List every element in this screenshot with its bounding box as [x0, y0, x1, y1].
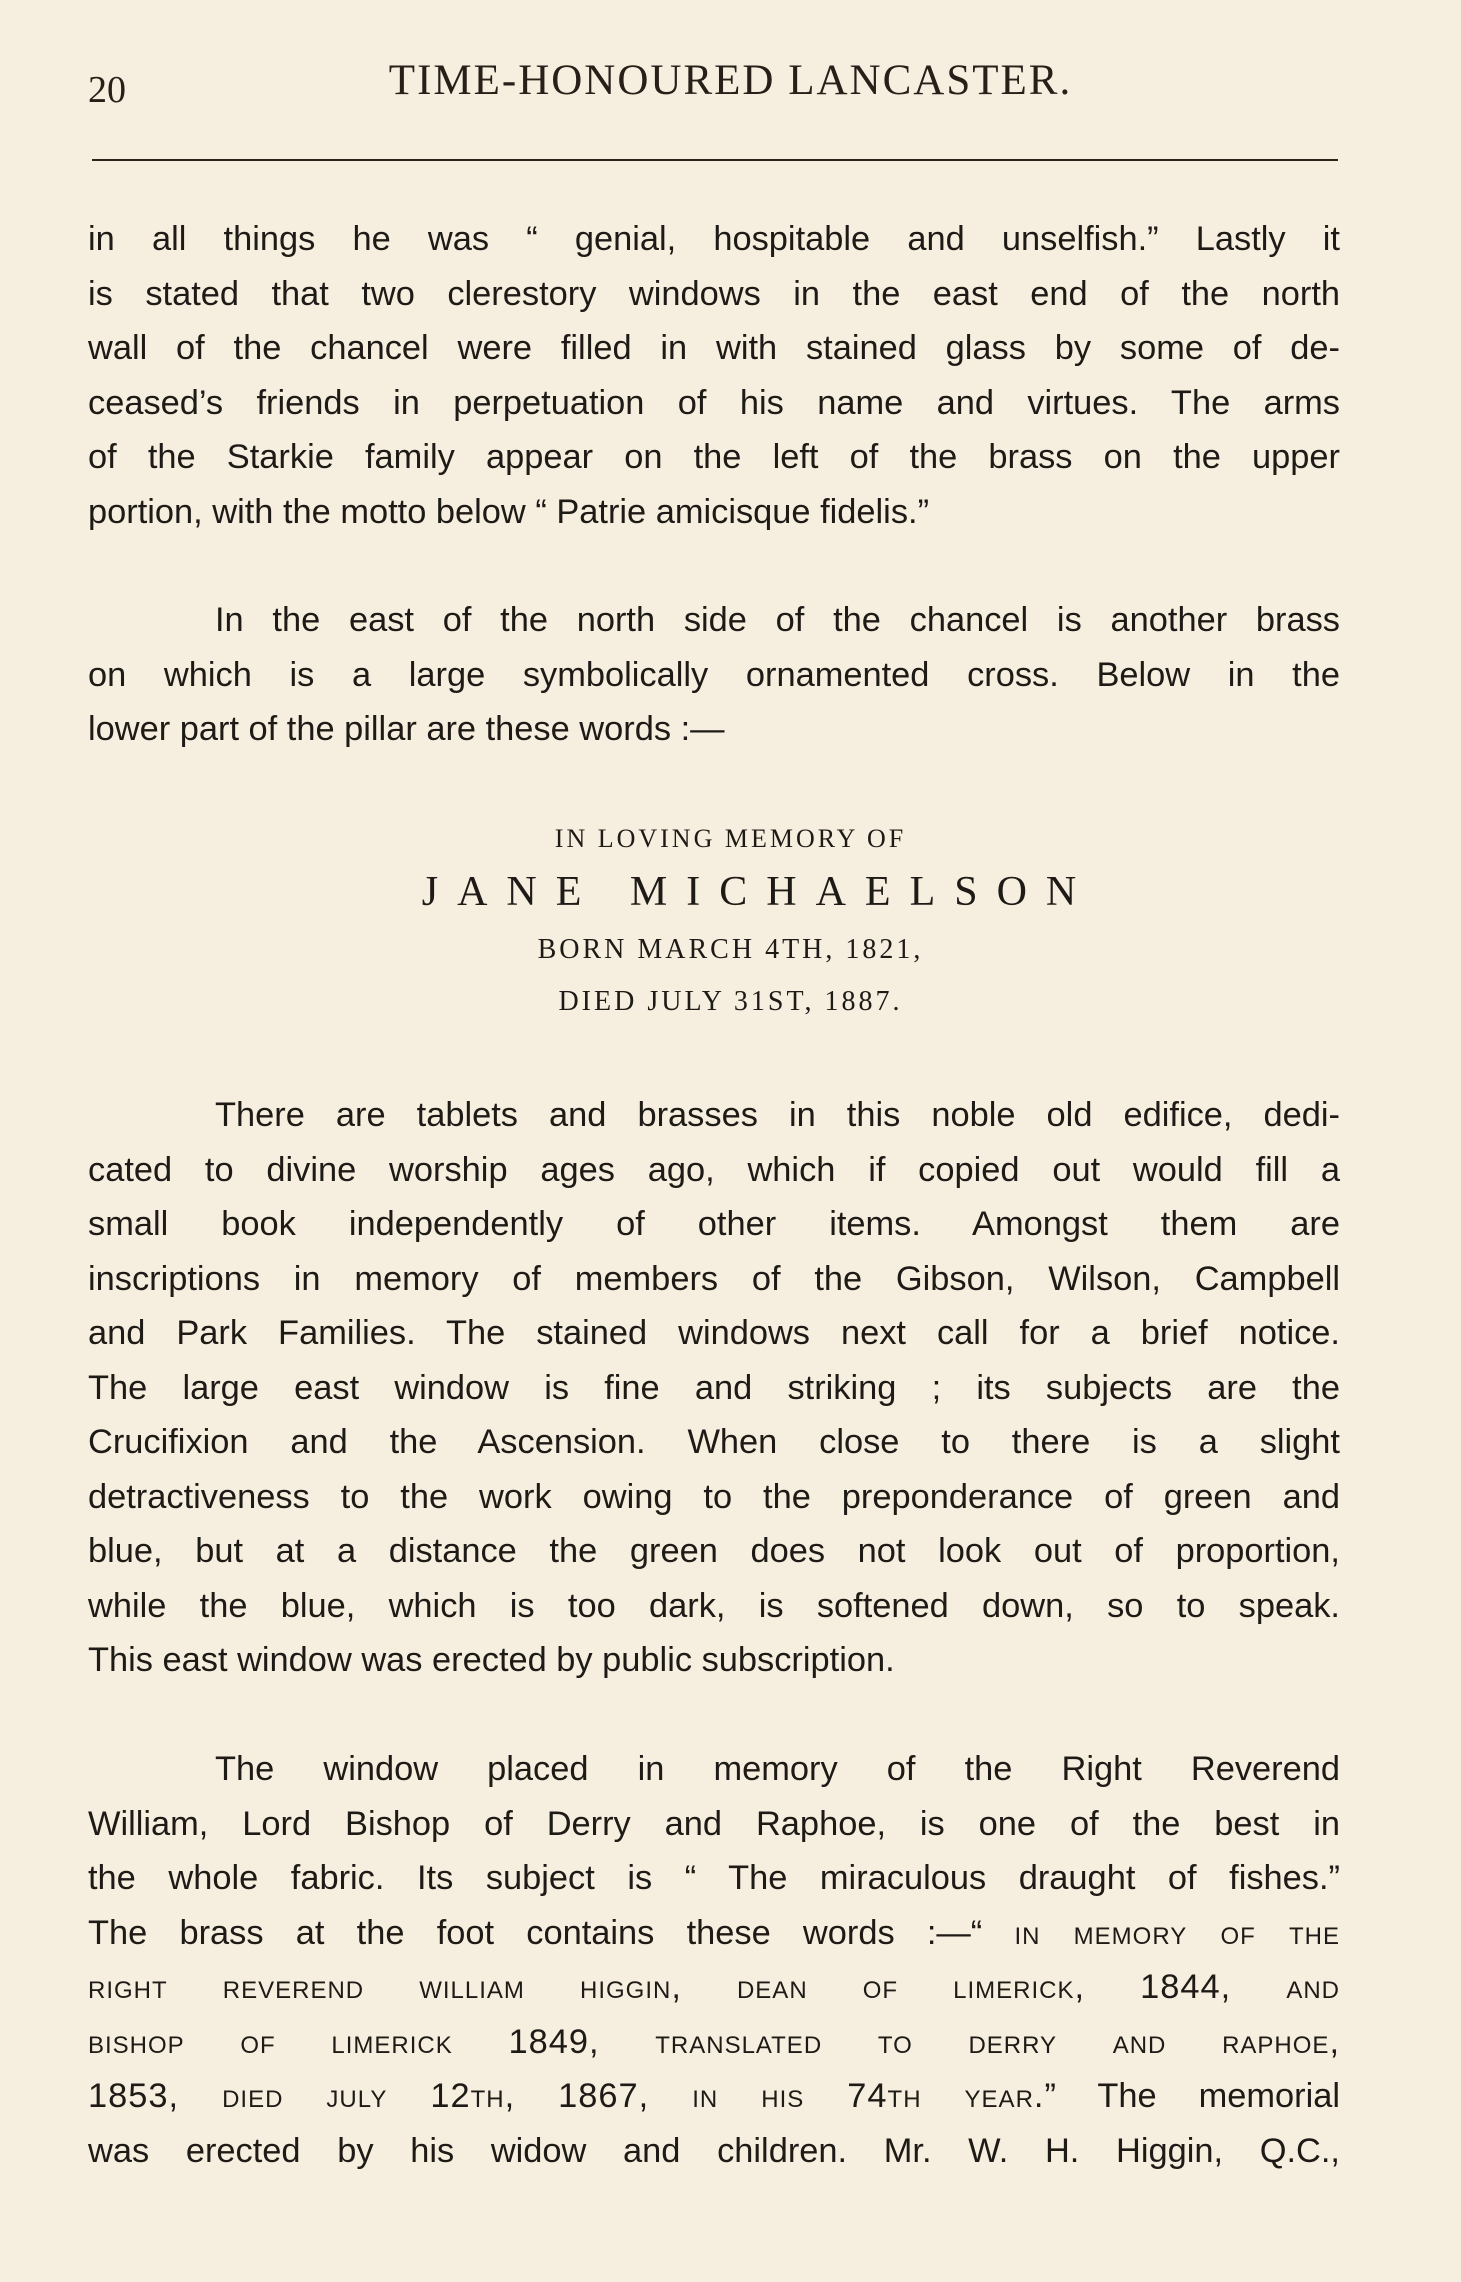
- text-line: small book independently of other items. Amongst them are: [88, 1205, 1340, 1243]
- text-line: and Park Families. The stained windows next call for a brief notice.: [88, 1314, 1340, 1352]
- text-line: is stated that two clerestory windows in the east end of the north: [88, 274, 1340, 313]
- inscription-born: BORN MARCH 4TH, 1821,: [537, 934, 924, 965]
- header-rule: [92, 159, 1338, 161]
- text-line: inscriptions in memory of members of the Gibson, Wilson, Campbell: [88, 1259, 1340, 1298]
- text-line: The large east window is fine and striking ; its subjects are the: [88, 1368, 1340, 1407]
- running-title: TIME-HONOURED LANCASTER.: [388, 57, 1073, 104]
- text-line: [88, 1906, 1340, 1961]
- inscription-died: DIED JULY 31ST, 1887.: [558, 986, 903, 1017]
- text-line: The window placed in memory of the Right Reverend: [215, 1750, 1340, 1788]
- text-line: on which is a large symbolically ornamented cross. Below in the: [88, 655, 1340, 694]
- text-line: There are tablets and brasses in this noble old edifice, dedi-: [215, 1096, 1340, 1134]
- text-line: Crucifixion and the Ascension. When close to there is a slight: [88, 1423, 1340, 1461]
- text-segment: ” The memorial: [1044, 2077, 1340, 2115]
- text-segment: The brass at the foot contains these words :—“: [88, 1913, 1015, 1952]
- text-line: detractiveness to the work owing to the preponderance of green and: [88, 1477, 1340, 1516]
- small-caps-line: bishop of limerick 1849, translated to derry and raphoe,: [88, 2022, 1340, 2061]
- inscription-name: JANE MICHAELSON: [421, 869, 1096, 915]
- text-line: [88, 2069, 1340, 2124]
- paragraph-4: [88, 1742, 1340, 2178]
- text-line: blue, but at a distance the green does not look out of proportion,: [88, 1532, 1340, 1570]
- small-caps-segment: in memory of the: [1014, 1913, 1340, 1952]
- text-line: of the Starkie family appear on the left of the brass on the upper: [88, 438, 1340, 476]
- paragraph-2: [88, 593, 1340, 757]
- text-line: wall of the chancel were filled in with stained glass by some of de-: [88, 329, 1340, 367]
- inscription-line-1: IN LOVING MEMORY OF: [554, 824, 907, 853]
- text-line: William, Lord Bishop of Derry and Raphoe, is one of the best in: [88, 1804, 1340, 1843]
- text-line: portion, with the motto below “ Patrie amicisque fidelis.”: [88, 492, 930, 531]
- paragraph-3: [88, 1088, 1340, 1688]
- text-line: In the east of the north side of the chancel is another brass: [215, 601, 1340, 639]
- text-line: cated to divine worship ages ago, which if copied out would fill a: [88, 1150, 1340, 1189]
- text-line: was erected by his widow and children. Mr. W. H. Higgin, Q.C.,: [88, 2131, 1340, 2170]
- text-line: in all things he was “ genial, hospitable and unselfish.” Lastly it: [88, 220, 1340, 258]
- page-number: 20: [88, 69, 126, 111]
- text-line: ceased’s friends in perpetuation of his name and virtues. The arms: [88, 383, 1340, 422]
- paragraph-1: [88, 212, 1340, 539]
- small-caps-line: right reverend william higgin, dean of limerick, 1844, and: [88, 1968, 1340, 2006]
- text-line: the whole fabric. Its subject is “ The miraculous draught of fishes.”: [88, 1859, 1340, 1897]
- small-caps-segment: 1853, died july 12th, 1867, in his 74th year.: [88, 2077, 1045, 2115]
- text-line: lower part of the pillar are these words :—: [88, 710, 725, 748]
- text-line: This east window was erected by public subscription.: [88, 1641, 895, 1679]
- text-line: while the blue, which is too dark, is softened down, so to speak.: [88, 1586, 1340, 1625]
